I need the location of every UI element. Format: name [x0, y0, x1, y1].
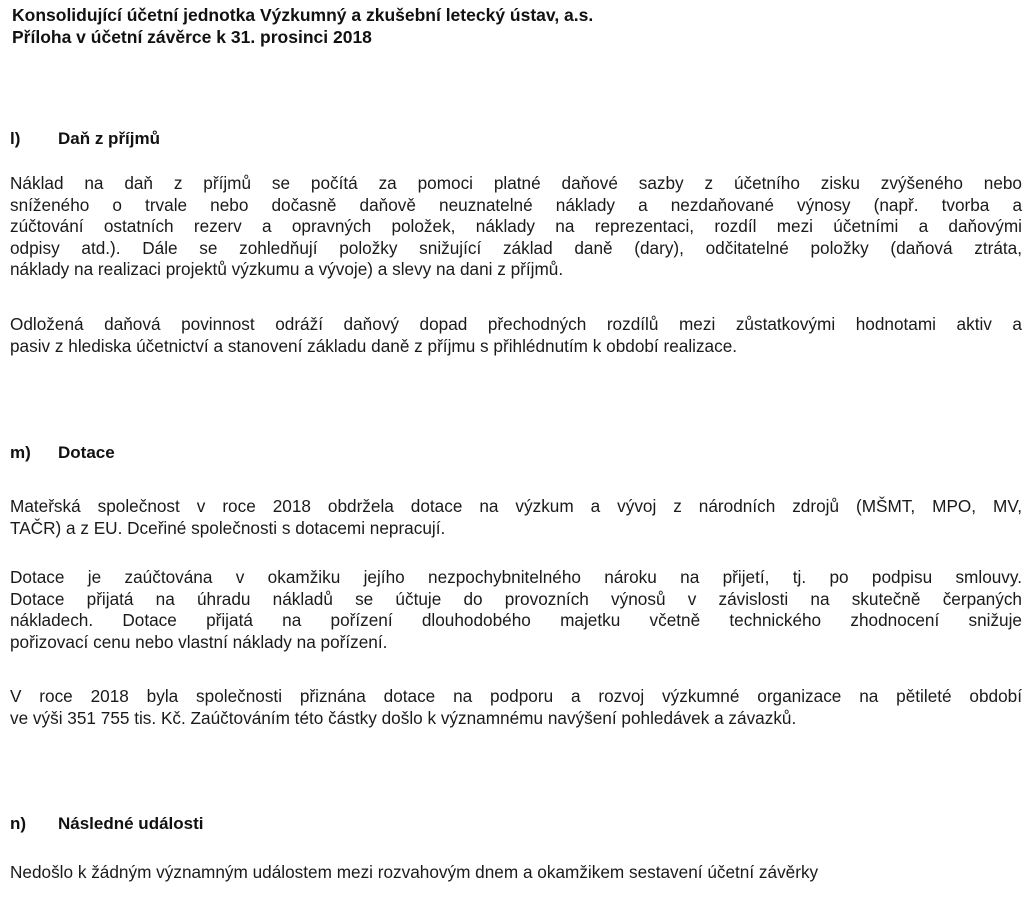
- text-line: pořizovací cenu nebo vlastní náklady na pořízení.: [10, 631, 388, 652]
- paragraph-tax-expense: [10, 173, 1022, 281]
- text-line: Nedošlo k žádným významným událostem mezi rozvahovým dnem a okamžikem sestavení účetní závěrky: [10, 862, 819, 882]
- text-line: náklady na realizaci projektů výzkumu a vývoje) a slevy na dani z příjmů.: [10, 259, 564, 280]
- section-heading-subsidies: [10, 442, 115, 464]
- paragraph-subsidy-grant-2018: [10, 686, 1022, 729]
- text-line: Mateřská společnost v roce 2018 obdržela dotace na výzkum a vývoj z národních zdrojů (MŠMT, MPO, MV,: [10, 496, 1022, 516]
- section-title: Dotace: [58, 443, 115, 462]
- section-number: l): [10, 129, 21, 148]
- text-line: V roce 2018 byla společnosti přiznána dotace na podporu a rozvoj výzkumné organizace na pětileté období: [10, 686, 1022, 706]
- section-number: m): [10, 443, 31, 462]
- section-title: Následné události: [58, 814, 204, 833]
- header-entity-line: Konsolidující účetní jednotka Výzkumný a zkušební letecký ústav, a.s.: [12, 5, 594, 25]
- section-heading-subsequent-events: [10, 813, 203, 835]
- paragraph-subsidies-accounting: [10, 567, 1022, 653]
- text-line: sníženého o trvale nebo dočasně daňově neuznatelné náklady a nezdaňované výnosy (např. tvorba a: [10, 194, 1022, 215]
- text-line: Náklad na daň z příjmů se počítá za pomoci platné daňové sazby z účetního zisku zvýšeného nebo: [10, 173, 1022, 193]
- paragraph-subsequent-events: [10, 862, 1022, 884]
- text-line: ve výši 351 755 tis. Kč. Zaúčtováním této částky došlo k významnému navýšení pohledávek a závazků.: [10, 707, 797, 728]
- text-line: Dotace je zaúčtována v okamžiku jejího nezpochybnitelného nároku na přijetí, tj. po podpisu smlouvy.: [10, 567, 1022, 587]
- section-heading-tax: [10, 128, 160, 150]
- section-number: n): [10, 814, 27, 833]
- paragraph-subsidies-received: [10, 496, 1022, 539]
- text-line: Dotace přijatá na úhradu nákladů se účtuje do provozních výnosů v závislosti na skutečně čerpaných: [10, 588, 1022, 609]
- text-line: pasiv z hlediska účetnictví a stanovení základu daně z příjmu s přihlédnutím k období realizace.: [10, 335, 738, 356]
- header-attachment-line: Příloha v účetní závěrce k 31. prosinci 2018: [12, 27, 372, 47]
- text-line: nákladech. Dotace přijatá na pořízení dlouhodobého majetku včetně technického zhodnocení snižuje: [10, 610, 1022, 631]
- document-header: [12, 4, 593, 48]
- text-line: TAČR) a z EU. Dceřiné společnosti s dotacemi nepracují.: [10, 517, 446, 538]
- section-title: Daň z příjmů: [58, 129, 161, 148]
- paragraph-deferred-tax: [10, 314, 1022, 357]
- text-line: zúčtování ostatních rezerv a opravných položek, náklady na reprezentaci, rozdíl mezi účetními a daňovými: [10, 216, 1022, 237]
- text-line: Odložená daňová povinnost odráží daňový dopad přechodných rozdílů mezi zůstatkovými hodnotami aktiv a: [10, 314, 1022, 334]
- text-line: odpisy atd.). Dále se zohledňují položky snižující základ daně (dary), odčitatelné položky (daňová ztráta,: [10, 237, 1022, 258]
